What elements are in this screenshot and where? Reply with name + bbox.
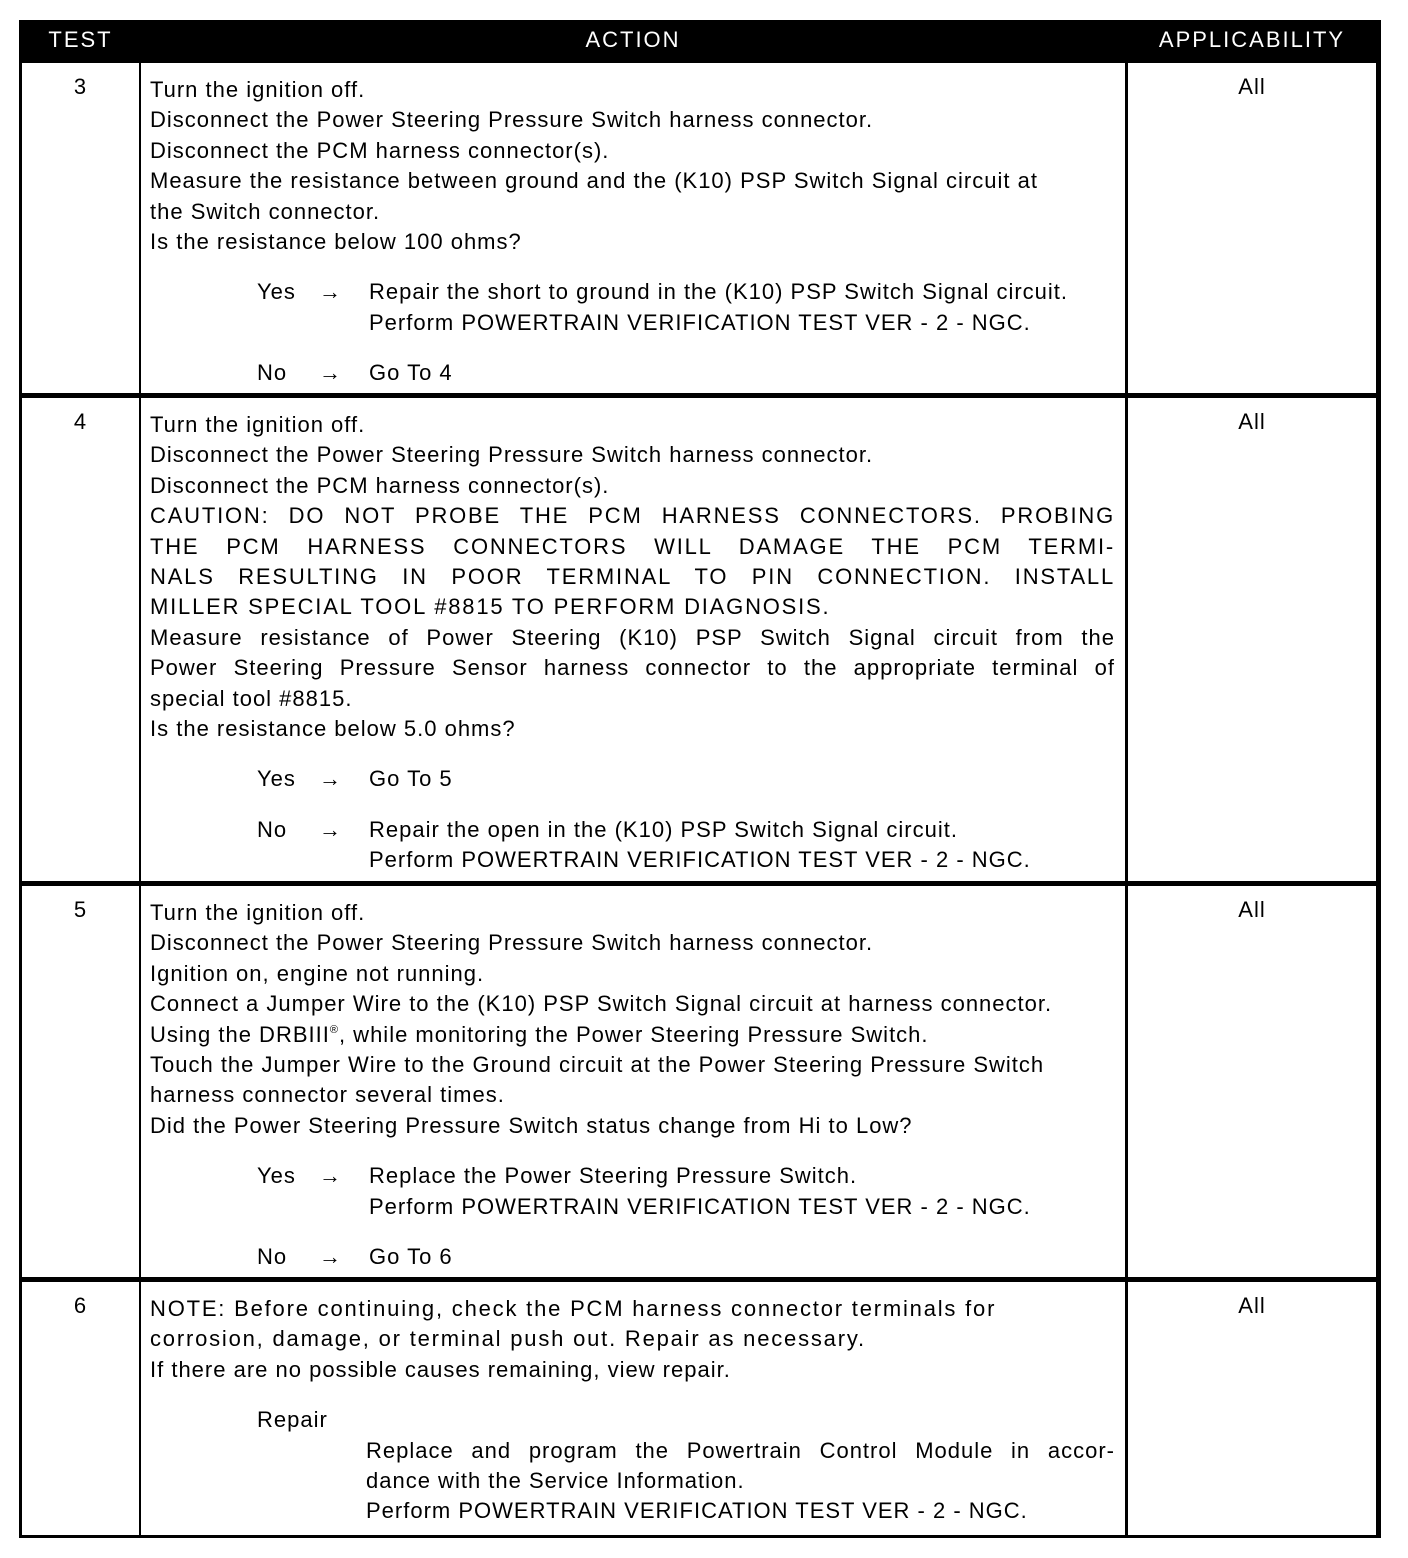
right-arrow-icon: → xyxy=(319,1244,342,1270)
no-result-line: Perform POWERTRAIN VERIFICATION TEST VER - 2 - NGC. xyxy=(369,847,1031,873)
yes-result-line: Go To 5 xyxy=(369,766,453,792)
repair-body xyxy=(366,1436,1115,1527)
yes-result-line: Replace the Power Steering Pressure Switch. xyxy=(369,1163,858,1189)
action-cell xyxy=(141,1282,1125,1535)
registered-mark: ® xyxy=(329,1023,339,1036)
right-arrow-icon: → xyxy=(319,360,342,386)
action-line: Connect a Jumper Wire to the (K10) PSP Switch Signal circuit at harness connector. xyxy=(150,991,1053,1017)
action-line: the Switch connector. xyxy=(150,198,381,224)
action-line: Is the resistance below 5.0 ohms? xyxy=(150,716,516,742)
action-line: Turn the ignition off. xyxy=(150,77,366,102)
diagnostic-table xyxy=(19,20,1381,1538)
right-arrow-icon: → xyxy=(319,1163,342,1189)
header-test: TEST xyxy=(48,27,113,52)
no-label: No xyxy=(257,1244,288,1270)
action-line: If there are no possible causes remaining, view repair. xyxy=(150,1356,731,1382)
applicability-value: All xyxy=(1128,63,1376,393)
yes-branch xyxy=(257,764,1115,794)
repair-label: Repair xyxy=(257,1407,328,1433)
right-arrow-icon: → xyxy=(319,279,342,305)
action-cell xyxy=(141,398,1125,881)
header-action: ACTION xyxy=(585,27,681,52)
no-branch xyxy=(257,815,1115,876)
action-line: Using the DRBIII®, while monitoring the Power Steering Pressure Switch. xyxy=(150,1021,929,1047)
action-line: Disconnect the Power Steering Pressure Switch harness connector. xyxy=(150,107,874,133)
action-line: Turn the ignition off. xyxy=(150,900,366,925)
no-result-line: Go To 6 xyxy=(369,1244,453,1270)
yes-branch xyxy=(257,277,1115,338)
note-line: NOTE: Before continuing, check the PCM harness connector terminals for xyxy=(150,1296,997,1321)
header-applicability: APPLICABILITY xyxy=(1158,27,1346,52)
applicability-value: All xyxy=(1128,398,1376,881)
no-label: No xyxy=(257,816,288,842)
repair-line: dance with the Service Information. xyxy=(366,1468,745,1494)
action-line: Disconnect the PCM harness connector(s). xyxy=(150,137,610,163)
applicability-value: All xyxy=(1128,1282,1376,1535)
caution-line: THE PCM HARNESS CONNECTORS WILL DAMAGE THE PCM TERMI- xyxy=(150,533,1115,559)
test-number: 4 xyxy=(22,398,139,881)
table-row xyxy=(19,886,1381,1277)
repair-line: Replace and program the Powertrain Control Module in accor- xyxy=(366,1437,1115,1463)
action-line: harness connector several times. xyxy=(150,1082,505,1108)
action-line: special tool #8815. xyxy=(150,685,353,711)
yes-result-line: Perform POWERTRAIN VERIFICATION TEST VER - 2 - NGC. xyxy=(369,1193,1031,1219)
applicability-value: All xyxy=(1128,886,1376,1277)
action-cell xyxy=(141,886,1125,1277)
no-result-line: Repair the open in the (K10) PSP Switch Signal circuit. xyxy=(369,816,958,842)
action-line: Turn the ignition off. xyxy=(150,412,366,437)
table-row xyxy=(19,1282,1381,1535)
table-row xyxy=(19,63,1381,393)
repair-line: Perform POWERTRAIN VERIFICATION TEST VER - 2 - NGC. xyxy=(366,1498,1028,1524)
test-number: 3 xyxy=(22,63,139,393)
action-line: Measure the resistance between ground and the (K10) PSP Switch Signal circuit at xyxy=(150,168,1038,194)
action-line: Disconnect the Power Steering Pressure Switch harness connector. xyxy=(150,930,874,956)
no-branch xyxy=(257,358,1115,388)
no-branch xyxy=(257,1242,1115,1272)
yes-result-line: Perform POWERTRAIN VERIFICATION TEST VER - 2 - NGC. xyxy=(369,309,1031,335)
action-line: Power Steering Pressure Sensor harness connector to the appropriate terminal of xyxy=(150,655,1115,681)
yes-label: Yes xyxy=(257,1163,296,1189)
no-label: No xyxy=(257,360,288,386)
right-arrow-icon: → xyxy=(319,766,342,792)
right-arrow-icon: → xyxy=(319,816,342,842)
action-line: Did the Power Steering Pressure Switch status change from Hi to Low? xyxy=(150,1112,913,1138)
yes-result-line: Repair the short to ground in the (K10) PSP Switch Signal circuit. xyxy=(369,279,1069,305)
caution-line: CAUTION: DO NOT PROBE THE PCM HARNESS CONNECTORS. PROBING xyxy=(150,503,1115,529)
action-line: Disconnect the PCM harness connector(s). xyxy=(150,472,610,498)
table-row xyxy=(19,398,1381,881)
yes-label: Yes xyxy=(257,279,296,305)
action-line: Measure resistance of Power Steering (K10) PSP Switch Signal circuit from the xyxy=(150,624,1115,650)
caution-line: MILLER SPECIAL TOOL #8815 TO PERFORM DIAGNOSIS. xyxy=(150,594,831,620)
test-number: 5 xyxy=(22,886,139,1277)
no-result-line: Go To 4 xyxy=(369,360,453,386)
action-line: Is the resistance below 100 ohms? xyxy=(150,229,522,255)
test-number: 6 xyxy=(22,1282,139,1535)
action-cell xyxy=(141,63,1125,393)
caution-line: NALS RESULTING IN POOR TERMINAL TO PIN CONNECTION. INSTALL xyxy=(150,564,1115,590)
yes-branch xyxy=(257,1161,1115,1222)
action-line: Ignition on, engine not running. xyxy=(150,960,485,986)
yes-label: Yes xyxy=(257,766,296,792)
action-line: Touch the Jumper Wire to the Ground circuit at the Power Steering Pressure Switch xyxy=(150,1052,1045,1078)
action-line: Disconnect the Power Steering Pressure Switch harness connector. xyxy=(150,442,874,468)
note-line: corrosion, damage, or terminal push out. Repair as necessary. xyxy=(150,1326,866,1352)
